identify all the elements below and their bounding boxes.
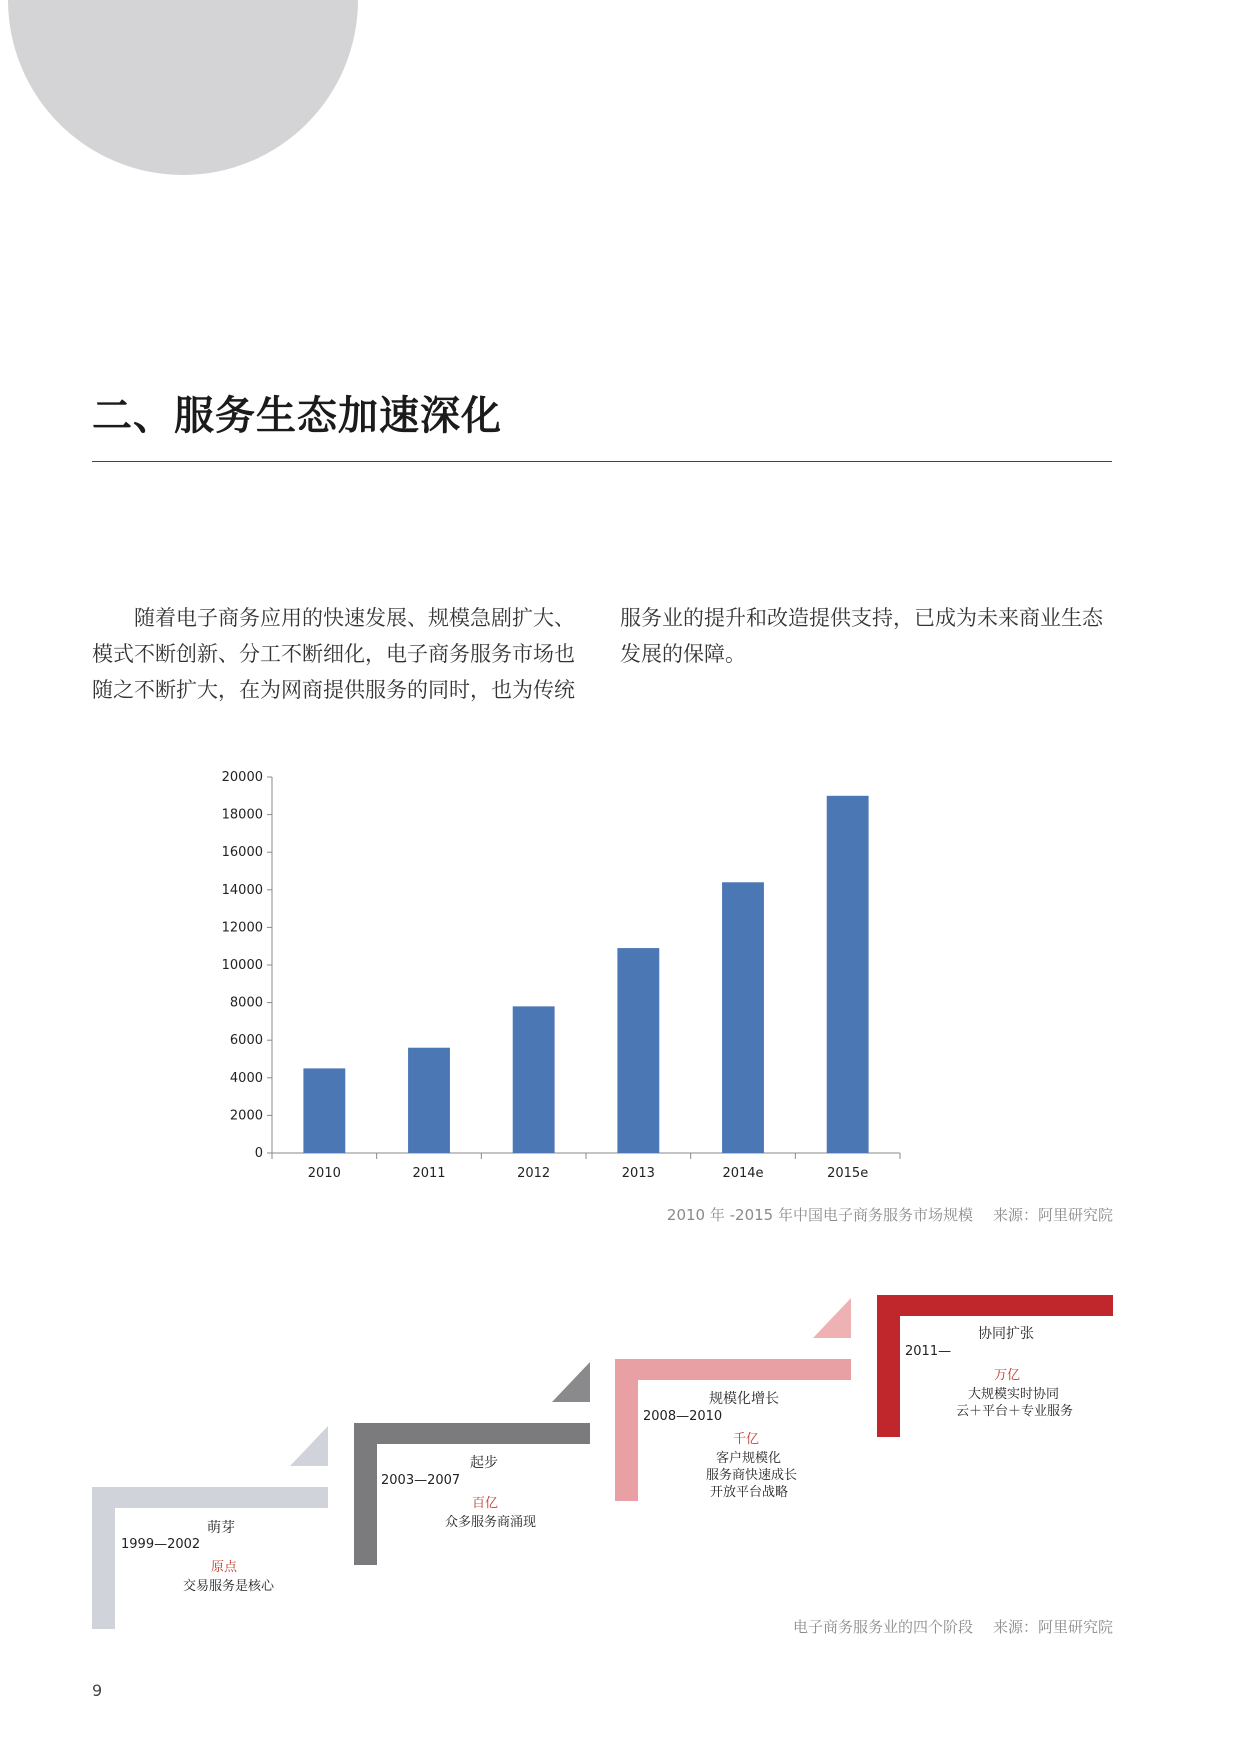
stage-3-name: 规模化增长 (709, 1391, 779, 1407)
x-tick-label: 2010 (307, 1166, 341, 1181)
stage-2-name: 起步 (470, 1455, 498, 1471)
y-tick-label: 0 (254, 1146, 263, 1161)
stage-4-scale: 万亿 (994, 1368, 1021, 1383)
stages-caption-source: 来源：阿里研究院 (992, 1618, 1113, 1636)
stage-3-scale: 千亿 (733, 1432, 760, 1447)
x-tick-label: 2015e (827, 1166, 869, 1181)
x-tick-label: 2012 (517, 1166, 551, 1181)
stage-3-desc-2: 服务商快速成长 (706, 1468, 798, 1483)
y-tick-label: 18000 (221, 807, 263, 823)
stage-4-period: 2011— (905, 1344, 952, 1359)
y-tick-label: 8000 (229, 995, 263, 1011)
stage-2-scale: 百亿 (472, 1496, 499, 1511)
y-tick-label: 16000 (221, 845, 263, 861)
stage-1-desc: 交易服务是核心 (183, 1579, 275, 1594)
stage-3-period: 2008—2010 (643, 1409, 723, 1424)
chart-caption-title: 2010 年 -2015 年中国电子商务服务市场规模 (666, 1206, 973, 1224)
x-tick-label: 2014e (722, 1166, 764, 1181)
intro-paragraph-right: 服务业的提升和改造提供支持，已成为未来商业生态发展的保障。 (620, 606, 1103, 666)
y-tick-label: 2000 (229, 1108, 263, 1124)
y-tick-label: 12000 (221, 920, 263, 936)
stage-4-desc-2: 云＋平台＋专业服务 (956, 1404, 1074, 1419)
stage-4-desc-1: 大规模实时协同 (968, 1387, 1060, 1402)
stage-1-scale: 原点 (211, 1560, 238, 1575)
stage-3-desc-1: 客户规模化 (716, 1451, 782, 1466)
page-number: 9 (92, 1681, 103, 1700)
x-tick-label: 2013 (621, 1166, 655, 1181)
x-tick-label: 2011 (412, 1166, 446, 1181)
y-tick-label: 20000 (221, 770, 263, 785)
intro-paragraph-left: 随着电子商务应用的快速发展、规模急剧扩大、模式不断创新、分工不断细化，电子商务服务市场也随之不断扩大，在为网商提供服务的同时，也为传统 (92, 606, 575, 702)
y-tick-label: 6000 (229, 1033, 263, 1049)
stage-1-period: 1999—2002 (121, 1537, 201, 1552)
stages-caption-title: 电子商务服务业的四个阶段 (792, 1618, 973, 1636)
chart-caption-source: 来源：阿里研究院 (992, 1206, 1113, 1224)
stage-3-desc-3: 开放平台战略 (710, 1485, 789, 1500)
y-tick-label: 10000 (221, 958, 263, 973)
stage-2-desc: 众多服务商涌现 (445, 1515, 537, 1530)
stage-2-period: 2003—2007 (381, 1473, 461, 1488)
stages-caption (793, 1616, 1113, 1637)
stage-4-name: 协同扩张 (978, 1326, 1034, 1342)
stage-1-name: 萌芽 (207, 1520, 235, 1536)
section-title: 二、服务生态加速深化 (92, 393, 502, 439)
y-tick-label: 4000 (229, 1070, 263, 1086)
y-tick-label: 14000 (221, 882, 263, 898)
